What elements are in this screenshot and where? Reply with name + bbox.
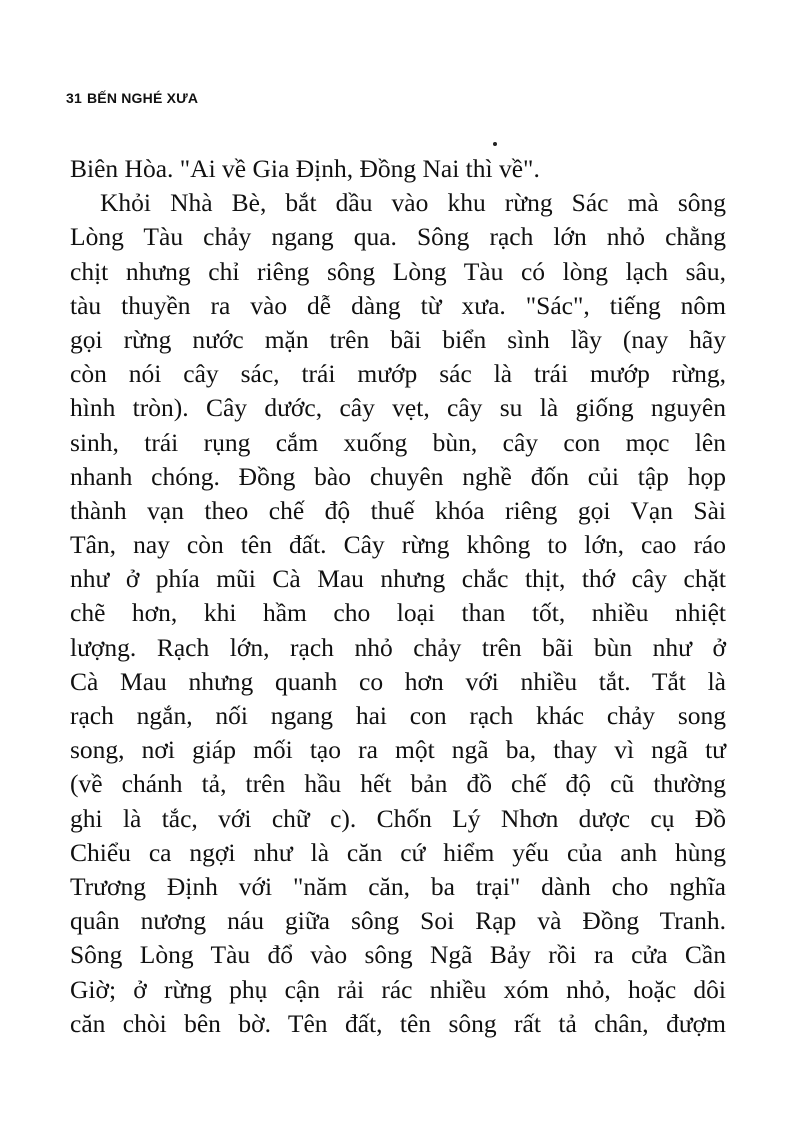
- text-line: Giờ; ở rừng phụ cận rải rác nhiều xóm nhỏ, hoặc dôi: [70, 974, 726, 1004]
- page-number: 31: [66, 90, 82, 106]
- text-line: hình tròn). Cây dước, cây vẹt, cây su là giống nguyên: [70, 393, 726, 423]
- text-line: quân nương náu giữa sông Soi Rạp và Đồng Tranh.: [70, 906, 726, 936]
- running-header: [66, 90, 203, 106]
- text-line: tàu thuyền ra vào dễ dàng từ xưa. "Sác", tiếng nôm: [70, 290, 726, 320]
- text-line: thành vạn theo chế độ thuế khóa riêng gọi Vạn Sài: [70, 495, 726, 525]
- text-line: chẽ hơn, khi hầm cho loại than tốt, nhiều nhiệt: [70, 598, 726, 628]
- text-line: Trương Định với "năm căn, ba trại" dành cho nghĩa: [70, 871, 726, 901]
- text-line: Chiểu ca ngợi như là căn cứ hiểm yếu của anh hùng: [70, 837, 726, 867]
- text-line: (về chánh tả, trên hầu hết bản đồ chế độ cũ thường: [70, 769, 726, 799]
- text-line: sinh, trái rụng cắm xuống bùn, cây con mọc lên: [70, 427, 726, 457]
- text-line: còn nói cây sác, trái mướp sác là trái mướp rừng,: [70, 359, 726, 389]
- running-title: BẾN NGHÉ XƯA: [86, 90, 199, 106]
- text-line: song, nơi giáp mối tạo ra một ngã ba, thay vì ngã tư: [70, 735, 726, 765]
- text-line: rạch ngắn, nối ngang hai con rạch khác chảy song: [70, 701, 726, 730]
- text-line: như ở phía mũi Cà Mau nhưng chắc thịt, thớ cây chặt: [70, 564, 726, 594]
- text-line: gọi rừng nước mặn trên bãi biển sình lầy (nay hãy: [70, 324, 726, 354]
- text-line: lượng. Rạch lớn, rạch nhỏ chảy trên bãi bùn như ở: [70, 632, 726, 662]
- text-line: Khỏi Nhà Bè, bắt dầu vào khu rừng Sác mà sông: [100, 188, 726, 218]
- body-text: [70, 152, 726, 1041]
- text-line: Biên Hòa. "Ai về Gia Định, Đồng Nai thì về".: [70, 154, 540, 183]
- text-line: căn chòi bên bờ. Tên đất, tên sông rất tả chân, đượm: [70, 1008, 726, 1038]
- text-line: Sông Lòng Tàu đổ vào sông Ngã Bảy rồi ra cửa Cần: [70, 940, 726, 970]
- text-line: ghi là tắc, với chữ c). Chốn Lý Nhơn dược cụ Đồ: [70, 803, 726, 833]
- text-line: Tân, nay còn tên đất. Cây rừng không to lớn, cao ráo: [70, 530, 726, 560]
- text-line: nhanh chóng. Đồng bào chuyên nghề đốn củi tập họp: [70, 461, 726, 491]
- text-line: chịt nhưng chỉ riêng sông Lòng Tàu có lòng lạch sâu,: [70, 256, 726, 286]
- print-speck: [493, 142, 497, 146]
- text-line: Lòng Tàu chảy ngang qua. Sông rạch lớn nhỏ chằng: [70, 222, 726, 252]
- text-line: Cà Mau nhưng quanh co hơn với nhiều tắt. Tắt là: [70, 666, 726, 696]
